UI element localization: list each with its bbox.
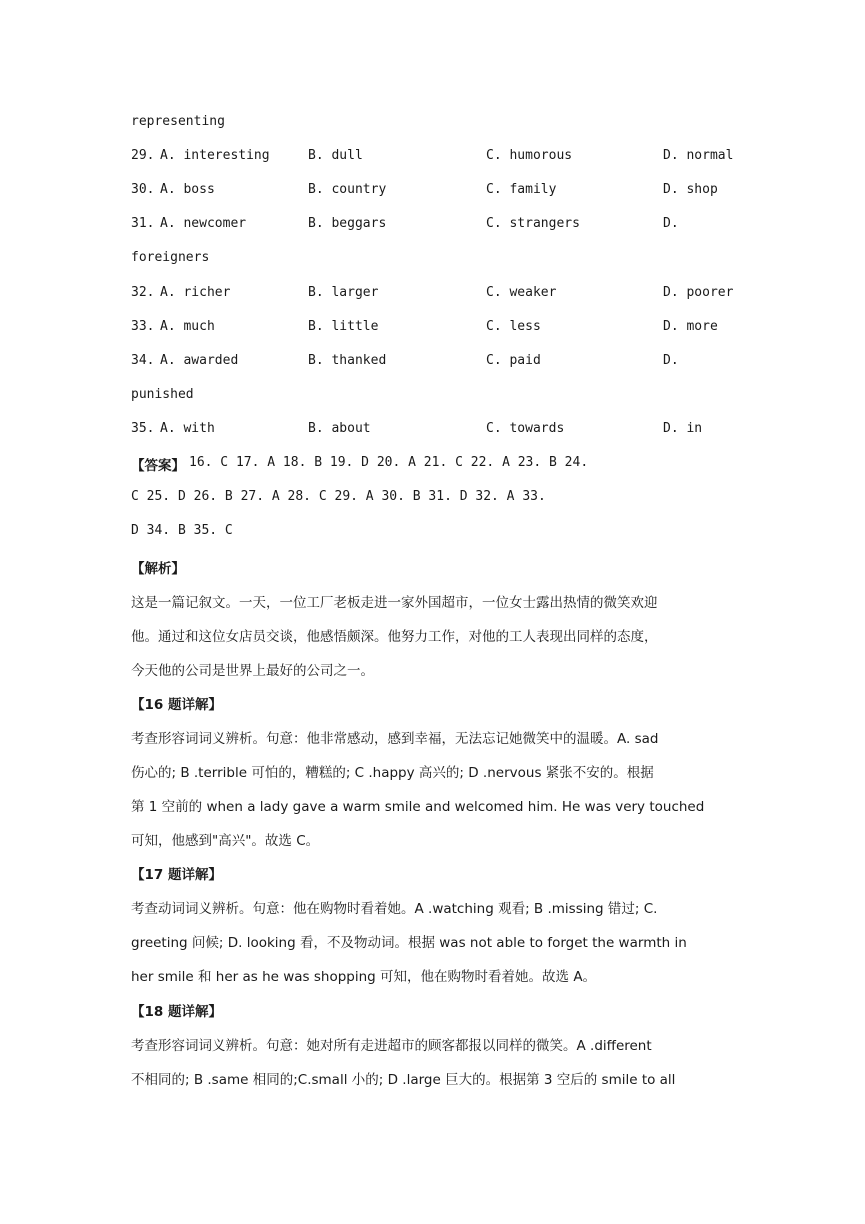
detail-label: 【17 题详解】 bbox=[131, 867, 222, 883]
answer-line: D 34. B 35. C bbox=[131, 523, 233, 538]
question-number: 34. bbox=[131, 353, 155, 368]
option-a: A. much bbox=[160, 319, 215, 334]
option-d-wrap: foreigners bbox=[131, 250, 210, 265]
option-a: A. boss bbox=[160, 182, 215, 197]
detail-line: 考查形容词词义辨析。句意：她对所有走进超市的顾客都报以同样的微笑。A .different bbox=[131, 1038, 652, 1054]
option-c: C. less bbox=[486, 319, 541, 334]
answer-line: C 25. D 26. B 27. A 28. C 29. A 30. B 31. D 32. A 33. bbox=[131, 489, 546, 504]
option-a: A. awarded bbox=[160, 353, 239, 368]
detail-line: her smile 和 her as he was shopping 可知，他在购物时看着她。故选 A。 bbox=[131, 969, 597, 985]
option-c: C. paid bbox=[486, 353, 541, 368]
question-number: 30. bbox=[131, 182, 155, 197]
question-number: 29. bbox=[131, 148, 155, 163]
option-d: D. in bbox=[663, 421, 703, 436]
option-c: C. towards bbox=[486, 421, 565, 436]
option-b: B. larger bbox=[308, 285, 379, 300]
option-d-wrap: punished bbox=[131, 387, 194, 402]
option-b: B. beggars bbox=[308, 216, 387, 231]
option-b: B. country bbox=[308, 182, 387, 197]
detail-line: 伤心的; B .terrible 可怕的，糟糕的; C .happy 高兴的; D .nervous 紧张不安的。根据 bbox=[131, 765, 654, 781]
question-number: 35. bbox=[131, 421, 155, 436]
detail-line: 考查动词词义辨析。句意：他在购物时看着她。A .watching 观看; B .missing 错过; C. bbox=[131, 901, 658, 917]
option-a: A. with bbox=[160, 421, 215, 436]
analysis-line: 他。通过和这位女店员交谈，他感悟颇深。他努力工作，对他的工人表现出同样的态度， bbox=[131, 629, 658, 645]
analysis-line: 这是一篇记叙文。一天，一位工厂老板走进一家外国超市，一位女士露出热情的微笑欢迎 bbox=[131, 595, 658, 611]
option-a: A. richer bbox=[160, 285, 231, 300]
option-c: C. strangers bbox=[486, 216, 580, 231]
detail-line: 考查形容词词义辨析。句意：他非常感动，感到幸福，无法忘记她微笑中的温暖。A. sad bbox=[131, 731, 659, 747]
option-b: B. about bbox=[308, 421, 371, 436]
detail-line: 可知，他感到"高兴"。故选 C。 bbox=[131, 833, 320, 849]
detail-label: 【18 题详解】 bbox=[131, 1004, 222, 1020]
option-d: D. bbox=[663, 216, 679, 231]
option-d: D. shop bbox=[663, 182, 718, 197]
detail-line: 第 1 空前的 when a lady gave a warm smile and welcomed him. He was very touched bbox=[131, 799, 705, 815]
fragment-line: representing bbox=[131, 114, 225, 129]
option-b: B. little bbox=[308, 319, 379, 334]
option-a: A. interesting bbox=[160, 148, 270, 163]
detail-line: 不相同的; B .same 相同的;C.small 小的; D .large 巨大的。根据第 3 空后的 smile to all bbox=[131, 1072, 676, 1088]
option-c: C. family bbox=[486, 182, 557, 197]
answer-line: 16. C 17. A 18. B 19. D 20. A 21. C 22. A 23. B 24. bbox=[189, 455, 589, 470]
detail-label: 【16 题详解】 bbox=[131, 697, 222, 713]
detail-line: greeting 问候; D. looking 看，不及物动词。根据 was not able to forget the warmth in bbox=[131, 935, 687, 951]
option-d: D. bbox=[663, 353, 679, 368]
option-d: D. more bbox=[663, 319, 718, 334]
option-b: B. thanked bbox=[308, 353, 387, 368]
answer-label: 【答案】 bbox=[131, 458, 185, 474]
option-b: B. dull bbox=[308, 148, 363, 163]
option-d: D. normal bbox=[663, 148, 734, 163]
question-number: 33. bbox=[131, 319, 155, 334]
option-a: A. newcomer bbox=[160, 216, 247, 231]
question-number: 32. bbox=[131, 285, 155, 300]
option-c: C. weaker bbox=[486, 285, 557, 300]
option-c: C. humorous bbox=[486, 148, 573, 163]
question-number: 31. bbox=[131, 216, 155, 231]
analysis-label: 【解析】 bbox=[131, 561, 185, 577]
analysis-line: 今天他的公司是世界上最好的公司之一。 bbox=[131, 663, 374, 679]
option-d: D. poorer bbox=[663, 285, 734, 300]
